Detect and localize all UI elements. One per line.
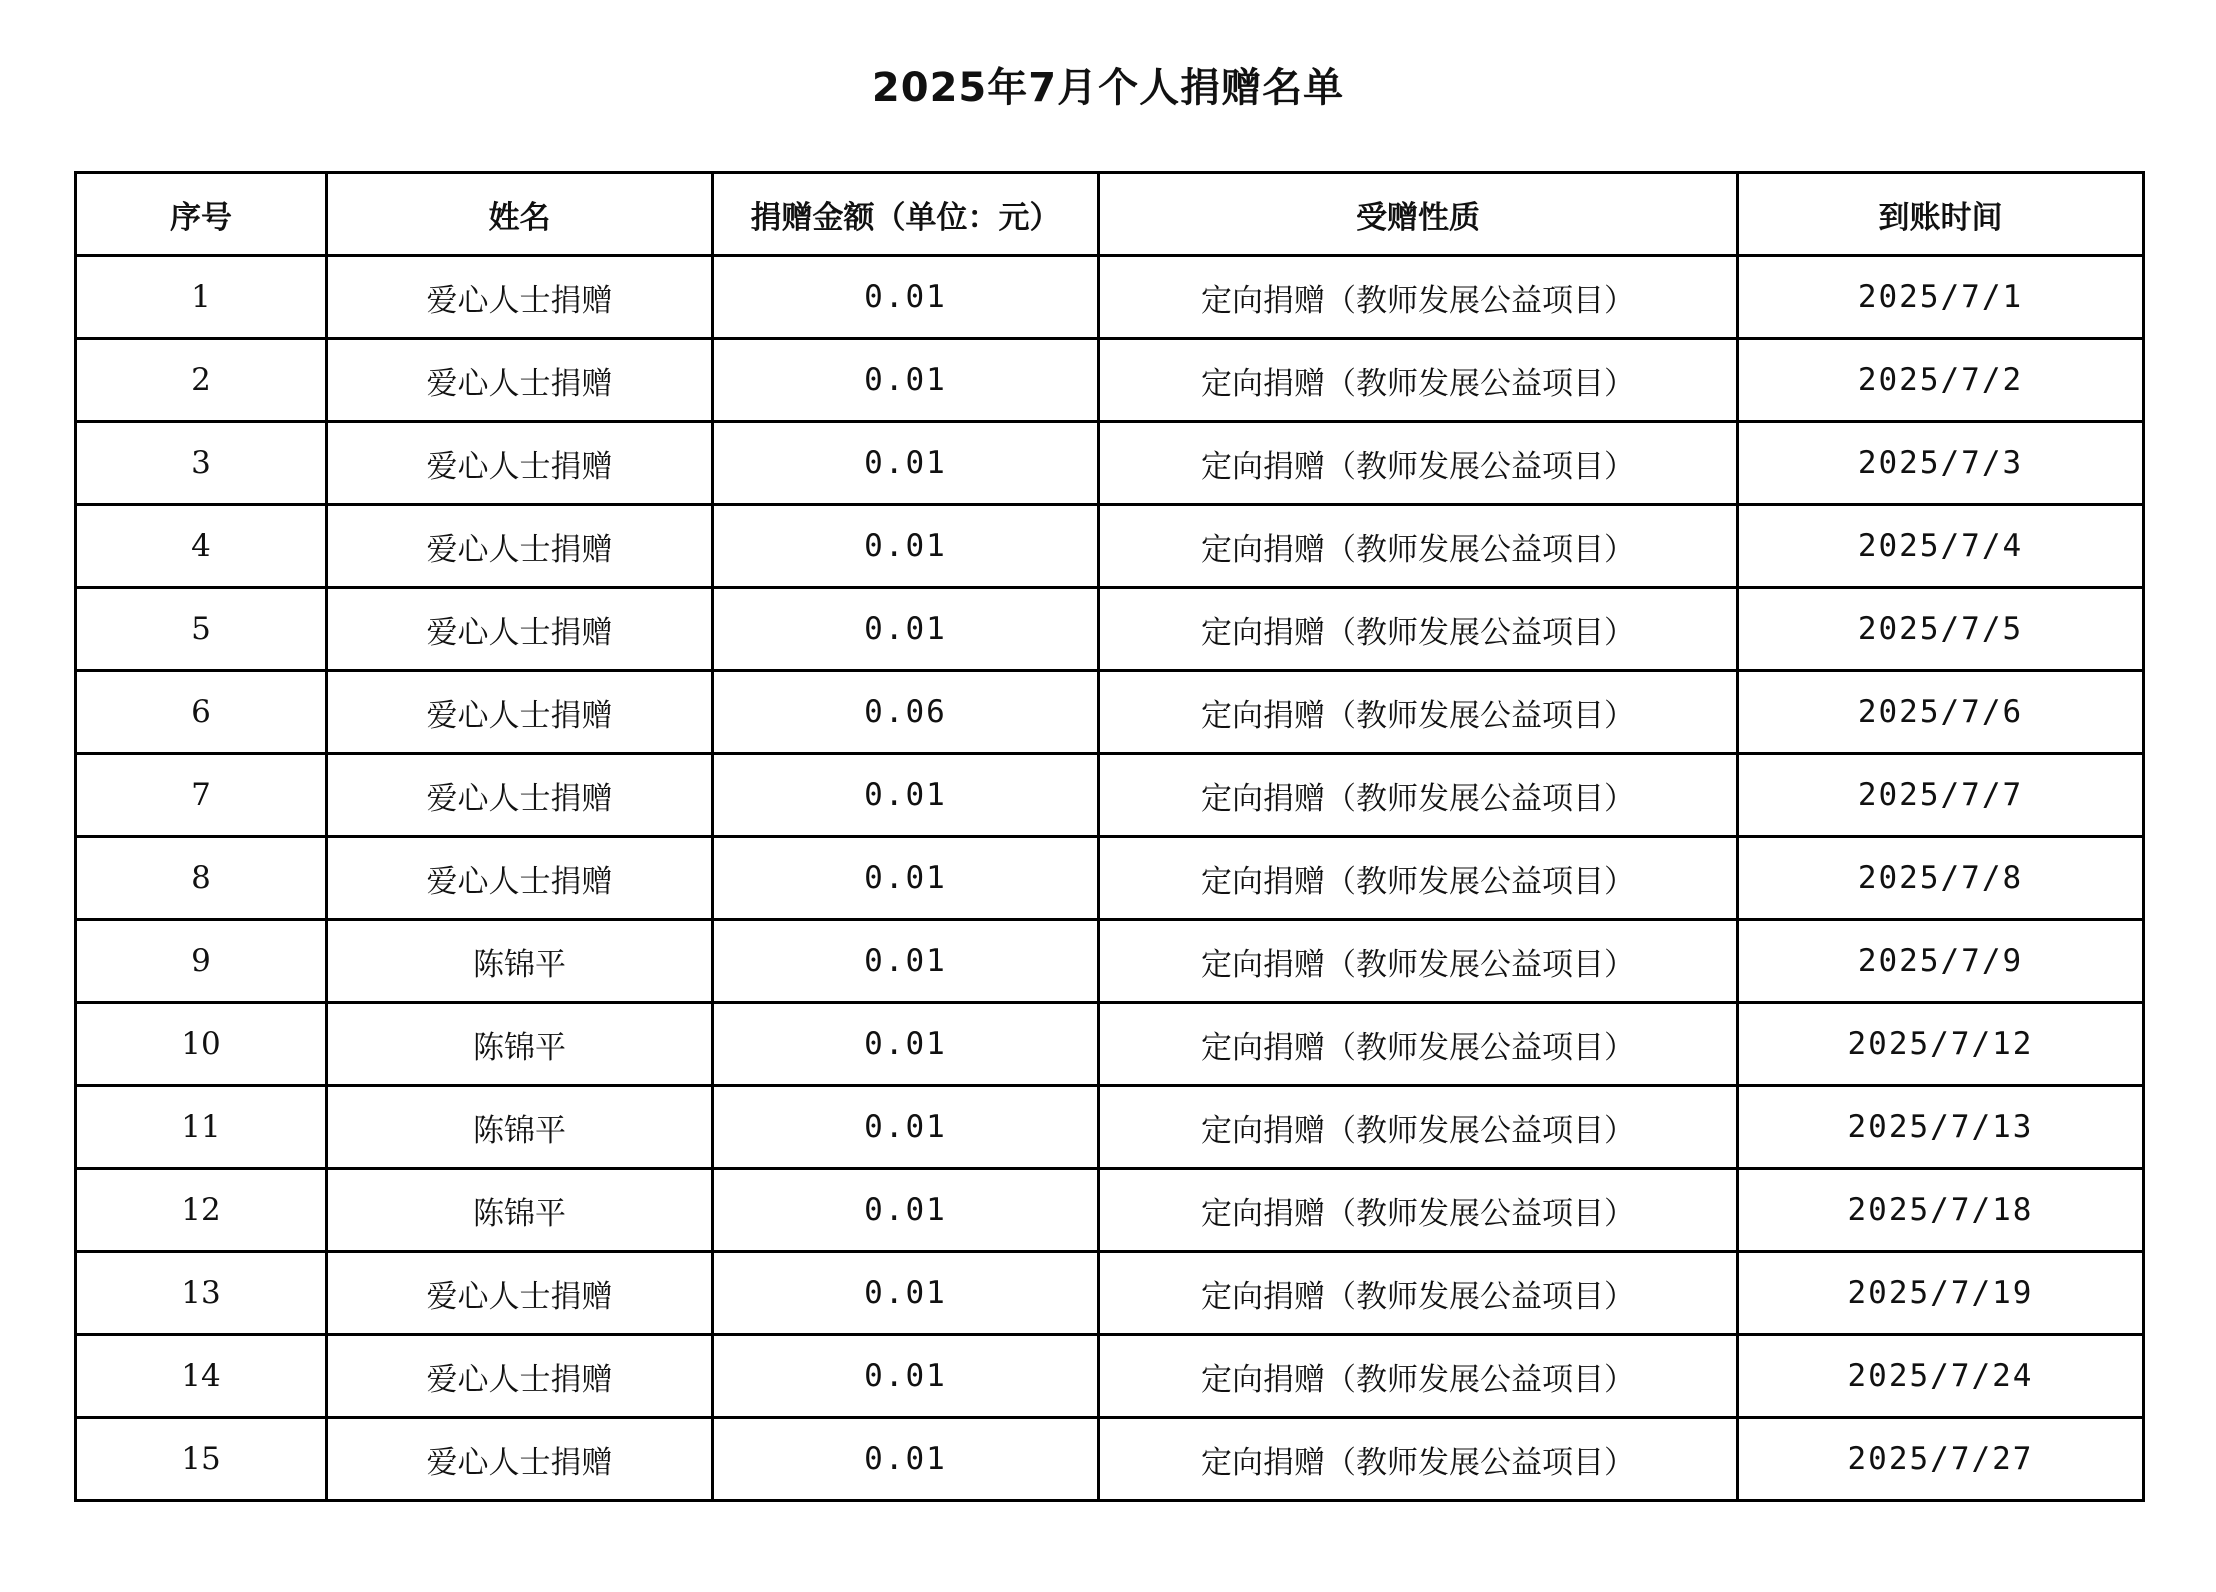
- cell-donation-amount: 0.01: [713, 256, 1099, 339]
- cell-arrival-date: 2025/7/1: [1738, 256, 2144, 339]
- cell-serial-number: 14: [76, 1335, 327, 1418]
- table-body: [76, 256, 2144, 1501]
- cell-donation-amount: 0.01: [713, 1418, 1099, 1501]
- cell-donation-amount: 0.01: [713, 1086, 1099, 1169]
- table-row: [76, 588, 2144, 671]
- cell-donation-nature: 定向捐赠（教师发展公益项目）: [1099, 1335, 1738, 1418]
- cell-serial-number: 1: [76, 256, 327, 339]
- column-header-name: 姓名: [327, 173, 713, 256]
- cell-donor-name: 爱心人士捐赠: [327, 339, 713, 422]
- cell-donation-nature: 定向捐赠（教师发展公益项目）: [1099, 422, 1738, 505]
- cell-donor-name: 爱心人士捐赠: [327, 505, 713, 588]
- table-row: [76, 1169, 2144, 1252]
- cell-arrival-date: 2025/7/2: [1738, 339, 2144, 422]
- cell-arrival-date: 2025/7/13: [1738, 1086, 2144, 1169]
- column-header-arrival-date: 到账时间: [1738, 173, 2144, 256]
- table-row: [76, 837, 2144, 920]
- cell-arrival-date: 2025/7/8: [1738, 837, 2144, 920]
- page-title: 2025年7月个人捐赠名单: [871, 65, 1345, 111]
- cell-donor-name: 爱心人士捐赠: [327, 1335, 713, 1418]
- cell-arrival-date: 2025/7/18: [1738, 1169, 2144, 1252]
- cell-donation-nature: 定向捐赠（教师发展公益项目）: [1099, 754, 1738, 837]
- cell-donation-amount: 0.01: [713, 1003, 1099, 1086]
- cell-donation-nature: 定向捐赠（教师发展公益项目）: [1099, 671, 1738, 754]
- cell-donor-name: 爱心人士捐赠: [327, 1252, 713, 1335]
- cell-donation-amount: 0.01: [713, 754, 1099, 837]
- cell-donor-name: 陈锦平: [327, 1086, 713, 1169]
- cell-donor-name: 陈锦平: [327, 1169, 713, 1252]
- cell-donor-name: 陈锦平: [327, 920, 713, 1003]
- cell-donation-nature: 定向捐赠（教师发展公益项目）: [1099, 588, 1738, 671]
- cell-donor-name: 爱心人士捐赠: [327, 1418, 713, 1501]
- table-row: [76, 1335, 2144, 1418]
- table-row: [76, 1086, 2144, 1169]
- cell-donor-name: 陈锦平: [327, 1003, 713, 1086]
- cell-donor-name: 爱心人士捐赠: [327, 837, 713, 920]
- cell-donor-name: 爱心人士捐赠: [327, 422, 713, 505]
- cell-serial-number: 2: [76, 339, 327, 422]
- column-header-serial-number: 序号: [76, 173, 327, 256]
- cell-serial-number: 5: [76, 588, 327, 671]
- cell-donation-amount: 0.01: [713, 1252, 1099, 1335]
- table-row: [76, 1418, 2144, 1501]
- cell-arrival-date: 2025/7/24: [1738, 1335, 2144, 1418]
- cell-serial-number: 4: [76, 505, 327, 588]
- cell-donor-name: 爱心人士捐赠: [327, 754, 713, 837]
- cell-serial-number: 7: [76, 754, 327, 837]
- cell-arrival-date: 2025/7/4: [1738, 505, 2144, 588]
- cell-arrival-date: 2025/7/6: [1738, 671, 2144, 754]
- cell-donation-nature: 定向捐赠（教师发展公益项目）: [1099, 920, 1738, 1003]
- cell-donation-amount: 0.01: [713, 837, 1099, 920]
- table-row: [76, 505, 2144, 588]
- table-row: [76, 339, 2144, 422]
- table-header-row: [76, 173, 2144, 256]
- cell-donation-amount: 0.01: [713, 1169, 1099, 1252]
- cell-serial-number: 6: [76, 671, 327, 754]
- table-row: [76, 754, 2144, 837]
- cell-donor-name: 爱心人士捐赠: [327, 671, 713, 754]
- cell-arrival-date: 2025/7/5: [1738, 588, 2144, 671]
- cell-donation-nature: 定向捐赠（教师发展公益项目）: [1099, 339, 1738, 422]
- cell-donation-amount: 0.01: [713, 920, 1099, 1003]
- cell-donation-nature: 定向捐赠（教师发展公益项目）: [1099, 1252, 1738, 1335]
- cell-serial-number: 8: [76, 837, 327, 920]
- column-header-donation-amount: 捐赠金额（单位：元）: [713, 173, 1099, 256]
- cell-donation-nature: 定向捐赠（教师发展公益项目）: [1099, 1086, 1738, 1169]
- cell-serial-number: 15: [76, 1418, 327, 1501]
- cell-donation-amount: 0.01: [713, 339, 1099, 422]
- cell-donation-nature: 定向捐赠（教师发展公益项目）: [1099, 256, 1738, 339]
- table-row: [76, 1003, 2144, 1086]
- column-header-donation-nature: 受赠性质: [1099, 173, 1738, 256]
- donation-table: [74, 171, 2145, 1502]
- cell-donor-name: 爱心人士捐赠: [327, 256, 713, 339]
- cell-donation-nature: 定向捐赠（教师发展公益项目）: [1099, 505, 1738, 588]
- table-row: [76, 1252, 2144, 1335]
- cell-donor-name: 爱心人士捐赠: [327, 588, 713, 671]
- cell-serial-number: 10: [76, 1003, 327, 1086]
- table-row: [76, 920, 2144, 1003]
- table-row: [76, 422, 2144, 505]
- cell-donation-amount: 0.06: [713, 671, 1099, 754]
- cell-serial-number: 12: [76, 1169, 327, 1252]
- cell-arrival-date: 2025/7/19: [1738, 1252, 2144, 1335]
- cell-donation-amount: 0.01: [713, 422, 1099, 505]
- cell-arrival-date: 2025/7/9: [1738, 920, 2144, 1003]
- cell-arrival-date: 2025/7/27: [1738, 1418, 2144, 1501]
- table-row: [76, 671, 2144, 754]
- cell-serial-number: 9: [76, 920, 327, 1003]
- cell-arrival-date: 2025/7/3: [1738, 422, 2144, 505]
- cell-arrival-date: 2025/7/7: [1738, 754, 2144, 837]
- cell-donation-amount: 0.01: [713, 1335, 1099, 1418]
- cell-donation-nature: 定向捐赠（教师发展公益项目）: [1099, 1003, 1738, 1086]
- cell-donation-amount: 0.01: [713, 588, 1099, 671]
- cell-serial-number: 3: [76, 422, 327, 505]
- cell-serial-number: 11: [76, 1086, 327, 1169]
- cell-arrival-date: 2025/7/12: [1738, 1003, 2144, 1086]
- cell-donation-nature: 定向捐赠（教师发展公益项目）: [1099, 837, 1738, 920]
- cell-donation-amount: 0.01: [713, 505, 1099, 588]
- table-row: [76, 256, 2144, 339]
- cell-serial-number: 13: [76, 1252, 327, 1335]
- cell-donation-nature: 定向捐赠（教师发展公益项目）: [1099, 1418, 1738, 1501]
- cell-donation-nature: 定向捐赠（教师发展公益项目）: [1099, 1169, 1738, 1252]
